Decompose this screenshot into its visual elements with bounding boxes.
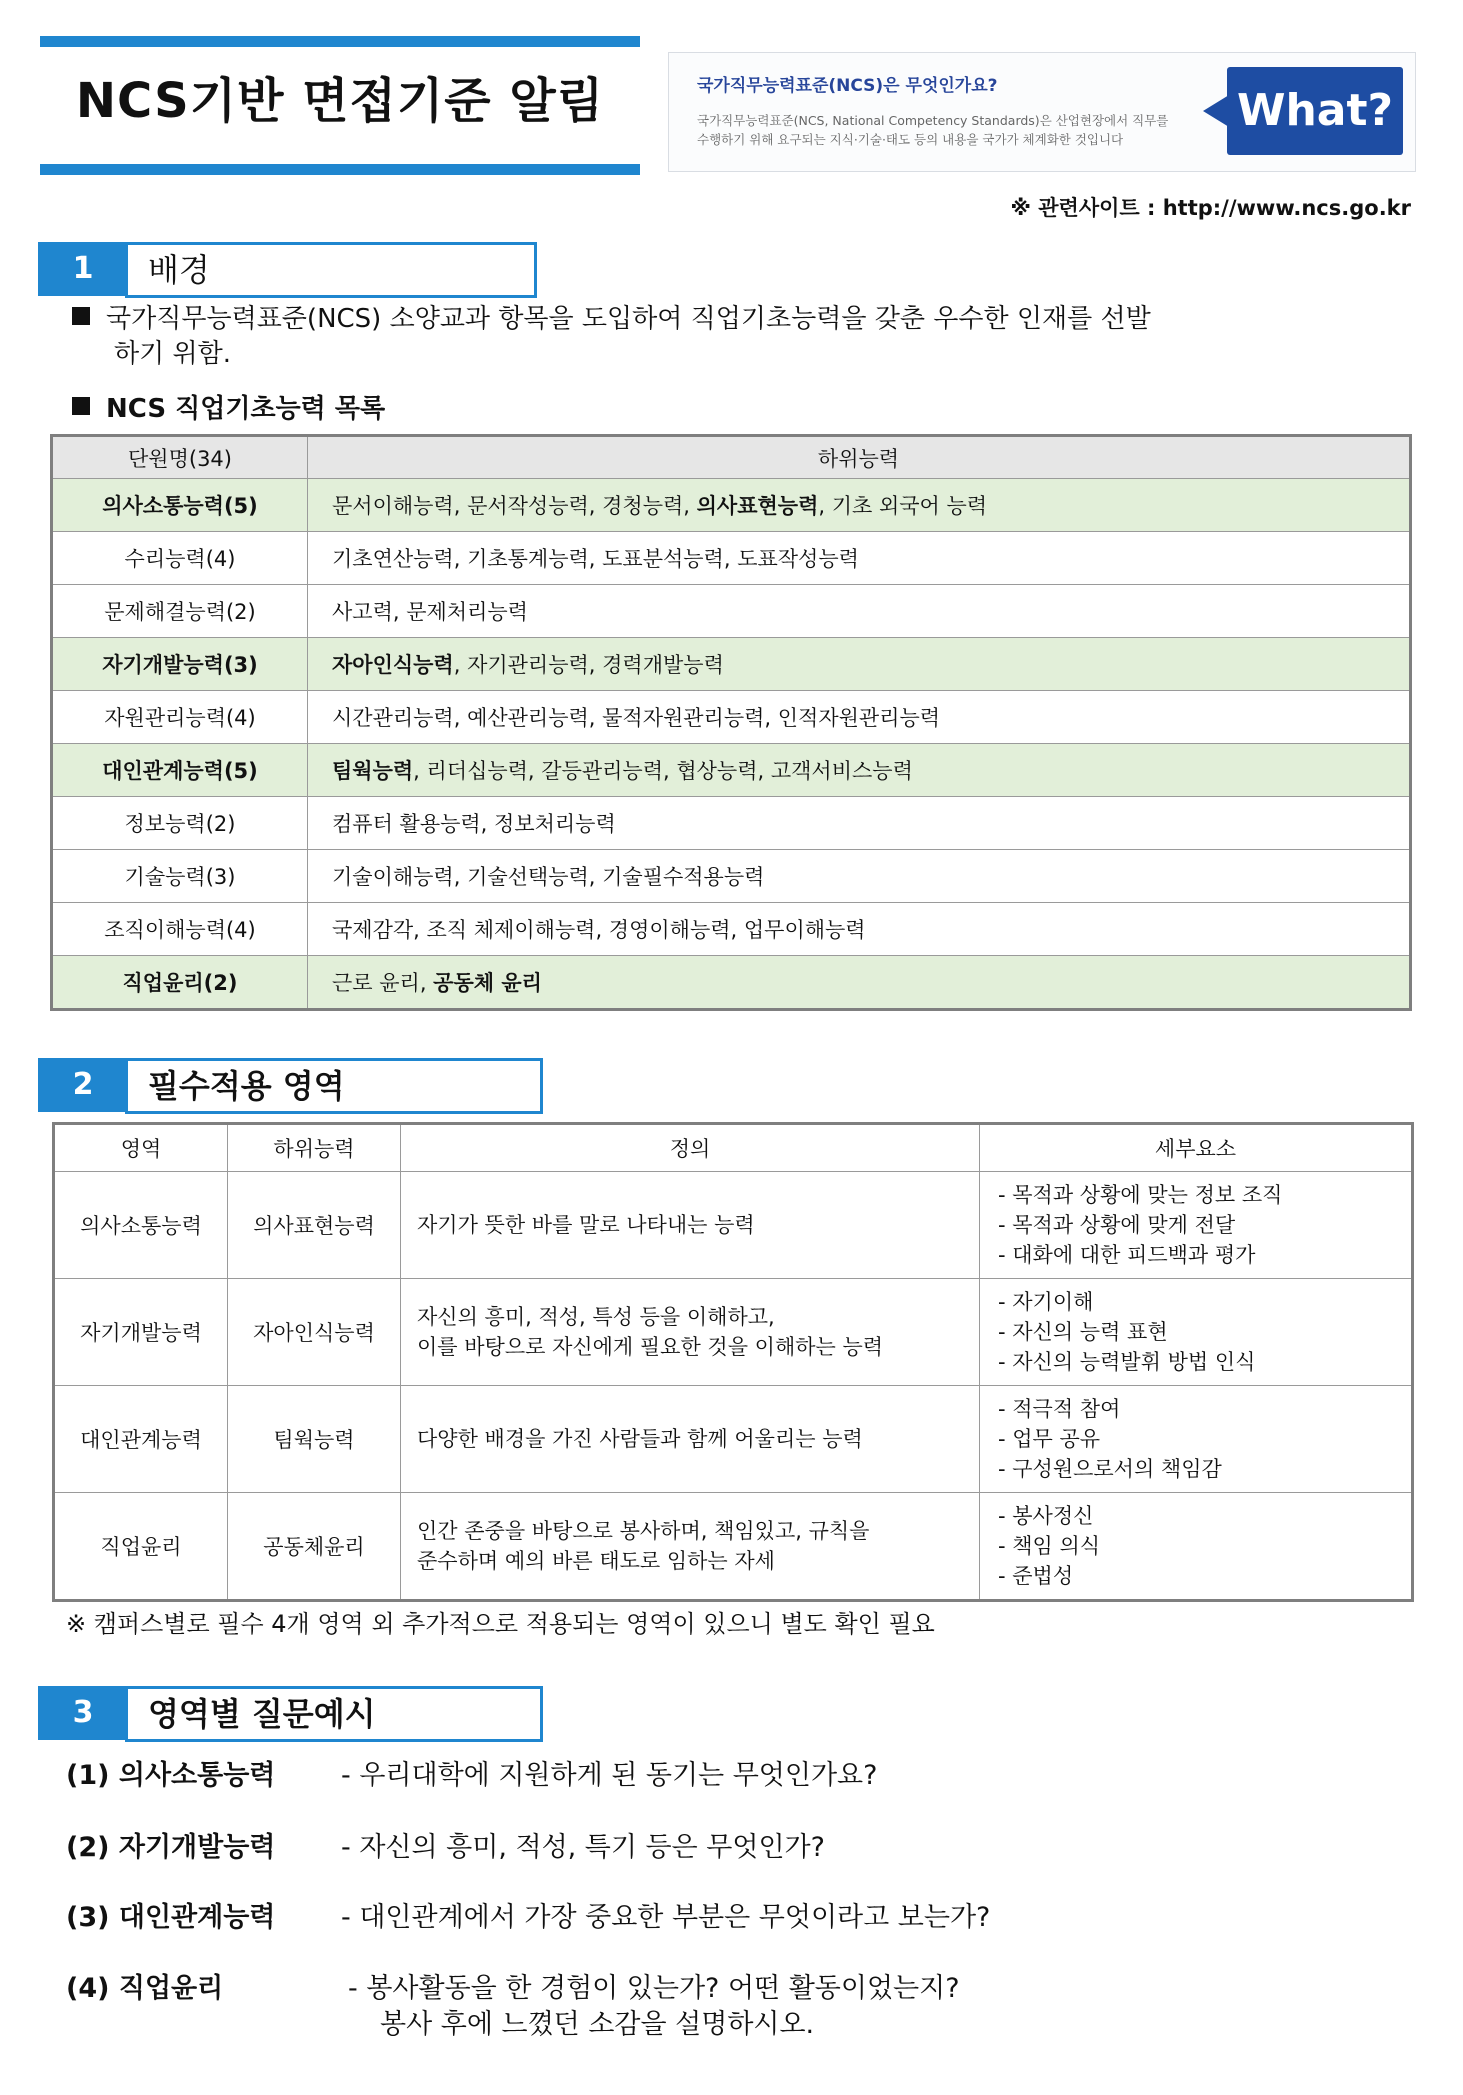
required-area-table — [52, 1122, 1414, 1602]
ncs-ability-table — [50, 434, 1412, 1011]
sub-ability-cell — [308, 797, 1411, 850]
sub-ability-pre: 근로 윤리, — [332, 971, 434, 995]
definition-cell — [401, 1493, 980, 1601]
unit-name-cell: 자기개발능력(3) — [52, 638, 308, 691]
table-row — [54, 1386, 1413, 1493]
section1-number: 1 — [38, 242, 128, 296]
related-site: ※ 관련사이트 : http://www.ncs.go.kr — [1010, 196, 1411, 220]
sub-ability-pre: 사고력, 문제처리능력 — [332, 600, 528, 624]
definition-line: 다양한 배경을 가진 사람들과 함께 어울리는 능력 — [417, 1427, 863, 1451]
sub-ability-post: , 리더십능력, 갈등관리능력, 협상능력, 고객서비스능력 — [413, 759, 913, 783]
table-row — [54, 1493, 1413, 1601]
section3-number: 3 — [38, 1686, 128, 1740]
sub-ability-cell — [308, 532, 1411, 585]
ncs-info-banner — [668, 52, 1416, 172]
question-text-line2: 봉사 후에 느꼈던 소감을 설명하시오. — [380, 2009, 815, 2040]
table-row — [52, 532, 1411, 585]
sub-ability-pre: 기술이해능력, 기술선택능력, 기술필수적용능력 — [332, 865, 765, 889]
table-header-row — [54, 1124, 1413, 1172]
sub-ability-cell — [308, 638, 1411, 691]
speech-arrow-icon — [1203, 95, 1229, 127]
area-cell: 자기개발능력 — [54, 1279, 228, 1386]
ncs-description — [697, 111, 1168, 149]
campus-note: ※ 캠퍼스별로 필수 4개 영역 외 추가적으로 적용되는 영역이 있으니 별도 확인 필요 — [66, 1610, 935, 1638]
question-item — [66, 1758, 877, 1794]
sub-ability-bold: 자아인식능력 — [332, 653, 454, 677]
square-bullet-icon — [72, 307, 90, 325]
sub-ability-post: , 기초 외국어 능력 — [818, 494, 988, 518]
detail-item: - 구성원으로서의 책임감 — [998, 1457, 1222, 1481]
detail-item: - 자신의 능력발휘 방법 인식 — [998, 1350, 1256, 1374]
sub-ability-cell — [308, 585, 1411, 638]
sub-ability-cell — [308, 744, 1411, 797]
table-header-cell: 세부요소 — [980, 1124, 1413, 1172]
sub-ability-pre: 시간관리능력, 예산관리능력, 물적자원관리능력, 인적자원관리능력 — [332, 706, 941, 730]
detail-cell — [980, 1172, 1413, 1279]
table-header-cell: 하위능력 — [228, 1124, 401, 1172]
sub-ability-cell — [308, 479, 1411, 532]
square-bullet-icon — [72, 397, 90, 415]
what-badge: What? — [1227, 67, 1403, 155]
table-row — [52, 638, 1411, 691]
question-label: (4) 직업윤리 — [66, 1973, 224, 2004]
table-header-row — [52, 436, 1411, 479]
section2-title: 필수적용 영역 — [125, 1058, 543, 1114]
section1-bullet2 — [72, 392, 385, 427]
title-bottom-rule — [40, 164, 640, 175]
definition-line: 인간 존중을 바탕으로 봉사하며, 책임있고, 규칙을 — [417, 1519, 870, 1543]
table-row — [52, 479, 1411, 532]
detail-item: - 자신의 능력 표현 — [998, 1320, 1168, 1344]
detail-cell — [980, 1279, 1413, 1386]
sub-ability-cell — [308, 850, 1411, 903]
title-top-rule — [40, 36, 640, 47]
unit-name-cell: 문제해결능력(2) — [52, 585, 308, 638]
definition-line: 이를 바탕으로 자신에게 필요한 것을 이해하는 능력 — [417, 1335, 884, 1359]
unit-name-cell: 조직이해능력(4) — [52, 903, 308, 956]
ncs-description-line2: 수행하기 위해 요구되는 지식·기술·태도 등의 내용을 국가가 체계화한 것입니다 — [697, 132, 1124, 147]
question-label: (3) 대인관계능력 — [66, 1902, 276, 1933]
definition-cell — [401, 1386, 980, 1493]
area-cell: 대인관계능력 — [54, 1386, 228, 1493]
table-header-cell: 정의 — [401, 1124, 980, 1172]
detail-item: - 대화에 대한 피드백과 평가 — [998, 1243, 1256, 1267]
sub-ability-cell — [308, 691, 1411, 744]
sub-ability-bold: 공동체 윤리 — [433, 971, 542, 995]
ncs-description-line1: 국가직무능력표준(NCS, National Competency Standards)은 산업현장에서 직무를 — [697, 113, 1169, 128]
section1-title: 배경 — [125, 242, 537, 298]
question-item — [66, 1830, 825, 1866]
sub-ability-pre: 컴퓨터 활용능력, 정보처리능력 — [332, 812, 616, 836]
sub-ability-pre: 기초연산능력, 기초통계능력, 도표분석능력, 도표작성능력 — [332, 547, 859, 571]
unit-name-cell: 자원관리능력(4) — [52, 691, 308, 744]
detail-item: - 목적과 상황에 맞는 정보 조직 — [998, 1183, 1283, 1207]
detail-item: - 책임 의식 — [998, 1534, 1101, 1558]
detail-item: - 업무 공유 — [998, 1427, 1101, 1451]
table-row — [52, 585, 1411, 638]
question-text: - 봉사활동을 한 경험이 있는가? 어떤 활동이었는지? — [348, 1973, 960, 2004]
table-header-cell: 단원명(34) — [52, 436, 308, 479]
detail-item: - 준법성 — [998, 1564, 1074, 1588]
unit-name-cell: 직업윤리(2) — [52, 956, 308, 1010]
section2-number: 2 — [38, 1058, 128, 1112]
sub-ability-cell: 팀웍능력 — [228, 1386, 401, 1493]
question-item — [66, 1900, 990, 1936]
sub-ability-pre: 문서이해능력, 문서작성능력, 경청능력, — [332, 494, 697, 518]
sub-ability-pre: 국제감각, 조직 체제이해능력, 경영이해능력, 업무이해능력 — [332, 918, 866, 942]
sub-ability-post: , 자기관리능력, 경력개발능력 — [453, 653, 724, 677]
table-row — [54, 1279, 1413, 1386]
table-row — [52, 903, 1411, 956]
table-row — [52, 850, 1411, 903]
definition-line: 자신의 흥미, 적성, 특성 등을 이해하고, — [417, 1305, 775, 1329]
question-text: - 대인관계에서 가장 중요한 부분은 무엇이라고 보는가? — [341, 1902, 991, 1933]
unit-name-cell: 의사소통능력(5) — [52, 479, 308, 532]
question-text: - 자신의 흥미, 적성, 특기 등은 무엇인가? — [341, 1832, 825, 1863]
table-header-cell: 영역 — [54, 1124, 228, 1172]
table-row — [52, 797, 1411, 850]
table-row — [52, 691, 1411, 744]
definition-line: 자기가 뜻한 바를 말로 나타내는 능력 — [417, 1213, 755, 1237]
page-title: NCS기반 면접기준 알림 — [75, 73, 605, 129]
table-row — [54, 1172, 1413, 1279]
bullet1-text-a: 국가직무능력표준(NCS) 소양교과 항목을 도입하여 직업기초능력을 갖춘 우수한 인재를 선발 — [106, 304, 1151, 334]
unit-name-cell: 수리능력(4) — [52, 532, 308, 585]
question-label: (2) 자기개발능력 — [66, 1832, 276, 1863]
table-row — [52, 744, 1411, 797]
question-text: - 우리대학에 지원하게 된 동기는 무엇인가요? — [341, 1760, 878, 1791]
unit-name-cell: 정보능력(2) — [52, 797, 308, 850]
sub-ability-cell: 공동체윤리 — [228, 1493, 401, 1601]
table-row — [52, 956, 1411, 1010]
detail-cell — [980, 1386, 1413, 1493]
detail-cell — [980, 1493, 1413, 1601]
definition-cell — [401, 1279, 980, 1386]
bullet1-text-b: 하기 위함. — [114, 339, 231, 369]
unit-name-cell: 대인관계능력(5) — [52, 744, 308, 797]
area-cell: 직업윤리 — [54, 1493, 228, 1601]
sub-ability-bold: 의사표현능력 — [696, 494, 819, 518]
section3-title: 영역별 질문예시 — [125, 1686, 543, 1742]
bullet2-text: NCS 직업기초능력 목록 — [106, 394, 386, 424]
definition-line: 준수하며 예의 바른 태도로 임하는 자세 — [417, 1549, 775, 1573]
detail-item: - 자기이해 — [998, 1290, 1094, 1314]
unit-name-cell: 기술능력(3) — [52, 850, 308, 903]
sub-ability-cell: 의사표현능력 — [228, 1172, 401, 1279]
table-header-cell: 하위능력 — [308, 436, 1411, 479]
question-item — [66, 1971, 960, 2043]
question-label: (1) 의사소통능력 — [66, 1760, 276, 1791]
detail-item: - 적극적 참여 — [998, 1397, 1121, 1421]
sub-ability-bold: 팀웍능력 — [332, 759, 414, 783]
section1-bullet1 — [72, 302, 1402, 372]
detail-item: - 목적과 상황에 맞게 전달 — [998, 1213, 1236, 1237]
sub-ability-cell — [308, 956, 1411, 1010]
ncs-question: 국가직무능력표준(NCS)은 무엇인가요? — [697, 76, 998, 96]
area-cell: 의사소통능력 — [54, 1172, 228, 1279]
sub-ability-cell: 자아인식능력 — [228, 1279, 401, 1386]
detail-item: - 봉사정신 — [998, 1504, 1094, 1528]
definition-cell — [401, 1172, 980, 1279]
sub-ability-cell — [308, 903, 1411, 956]
